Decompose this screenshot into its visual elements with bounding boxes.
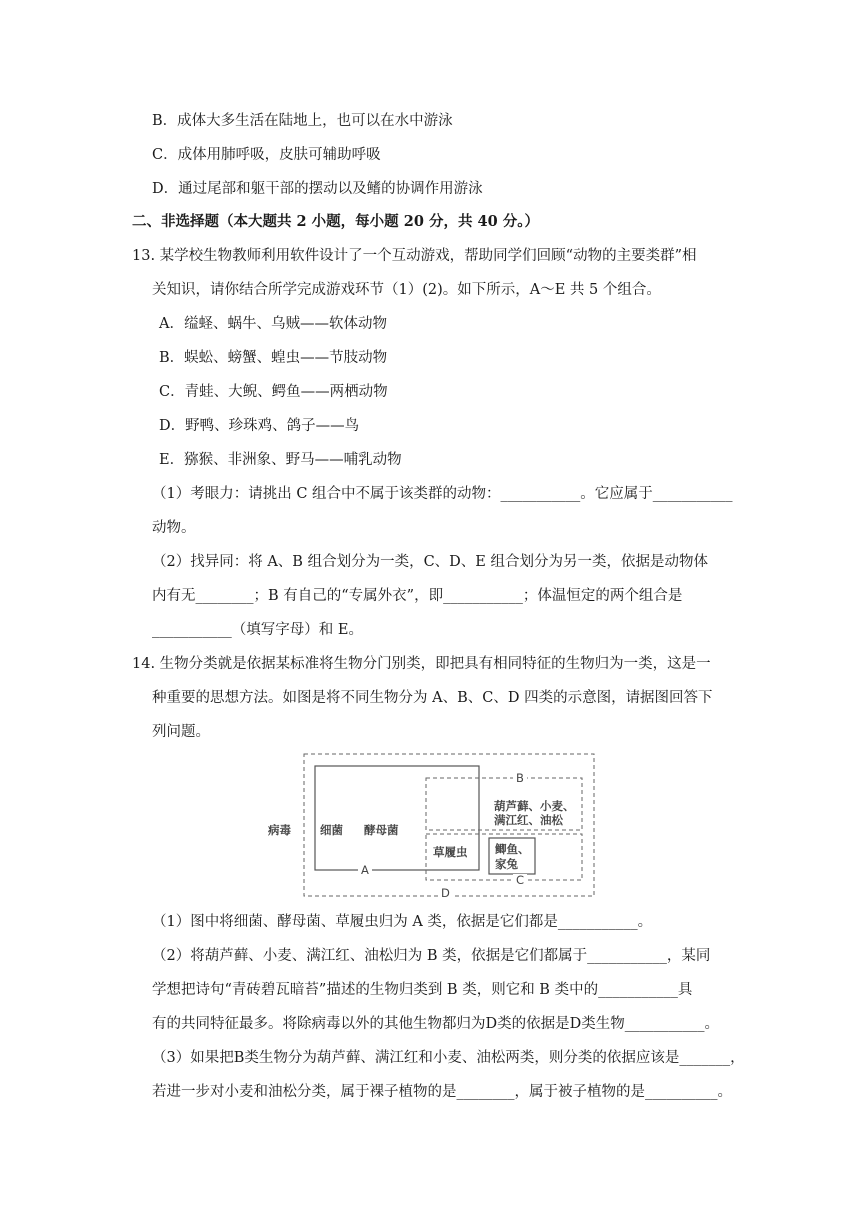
option-c: C．成体用肺呼吸，皮肤可辅助呼吸 [152, 147, 381, 163]
plants-label-line2: 满江红、油松 [494, 813, 563, 827]
q13-part1-line2: 动物。 [152, 520, 196, 536]
q14-part3-line2: 若进一步对小麦和油松分类，属于裸子植物的是________，属于被子植物的是__________。 [152, 1084, 732, 1100]
animals-label-line1: 鲫鱼、 [495, 842, 530, 856]
q13-part1-line1: （1）考眼力：请挑出 C 组合中不属于该类群的动物：___________。它应属于___________ [152, 486, 733, 502]
q13-part2-line3: ___________（填写字母）和 E。 [152, 622, 363, 638]
q14-part3-line1: （3）如果把B类生物分为葫芦藓、满江红和小麦、油松两类，则分类的依据应该是_______， [152, 1050, 745, 1066]
plants-label-line1: 葫芦藓、小麦、 [494, 799, 575, 813]
option-d: D．通过尾部和躯干部的摆动以及鳍的协调作用游泳 [152, 181, 483, 197]
label-b: B [516, 771, 524, 785]
virus-label: 病毒 [268, 823, 291, 837]
q14-part1: （1）图中将细菌、酵母菌、草履虫归为 A 类，依据是它们都是___________。 [152, 914, 653, 930]
q13-group-d: D．野鸭、珍珠鸡、鸽子——鸟 [159, 418, 360, 434]
q14-part2-line2: 学想把诗句“青砖碧瓦暗苔”描述的生物归类到 B 类，则它和 B 类中的___________具 [152, 982, 693, 998]
section-heading: 二、非选择题（本大题共 2 小题，每小题 20 分，共 40 分。） [132, 213, 539, 230]
bacteria-label: 细菌 [320, 823, 343, 837]
option-b: B．成体大多生活在陆地上，也可以在水中游泳 [152, 113, 453, 129]
q13-group-e: E．猕猴、非洲象、野马——哺乳动物 [159, 452, 402, 468]
q13-group-a: A．缢蛏、蜗牛、乌贼——软体动物 [159, 316, 387, 332]
q14-part2-line3: 有的共同特征最多。将除病毒以外的其他生物都归为D类的依据是D类生物___________。 [152, 1016, 719, 1032]
q13-part2-line1: （2）找异同：将 A、B 组合划分为一类，C、D、E 组合划分为另一类，依据是动物体 [152, 554, 708, 570]
q14-stem-line2: 种重要的思想方法。如图是将不同生物分为 A、B、C、D 四类的示意图，请据图回答下 [152, 690, 713, 706]
yeast-label: 酵母菌 [364, 823, 399, 837]
q13-stem-line2: 关知识，请你结合所学完成游戏环节（1）(2)。如下所示，A～E 共 5 个组合。 [152, 282, 661, 298]
label-a: A [361, 863, 369, 877]
label-c: C [516, 873, 525, 887]
q13-group-c: C．青蛙、大鲵、鳄鱼——两栖动物 [159, 384, 388, 400]
q13-group-b: B．蜈蚣、螃蟹、蝗虫——节肢动物 [159, 350, 388, 366]
label-d: D [441, 886, 450, 900]
classification-diagram [268, 752, 596, 900]
paramecium-label: 草履虫 [433, 845, 468, 859]
q14-stem-line1: 14. 生物分类就是依据某标准将生物分门别类，即把具有相同特征的生物归为一类，这是一 [132, 656, 711, 672]
animals-label-line2: 家兔 [495, 857, 518, 871]
q13-part2-line2: 内有无________；B 有自己的“专属外衣”，即___________；体温恒定的两个组合是 [152, 588, 683, 604]
q14-part2-line1: （2）将葫芦藓、小麦、满江红、油松归为 B 类，依据是它们都属于___________，某同 [152, 948, 711, 964]
q14-stem-line3: 列问题。 [152, 724, 210, 740]
q13-stem-line1: 13. 某学校生物教师利用软件设计了一个互动游戏，帮助同学们回顾“动物的主要类群”相 [132, 248, 697, 264]
